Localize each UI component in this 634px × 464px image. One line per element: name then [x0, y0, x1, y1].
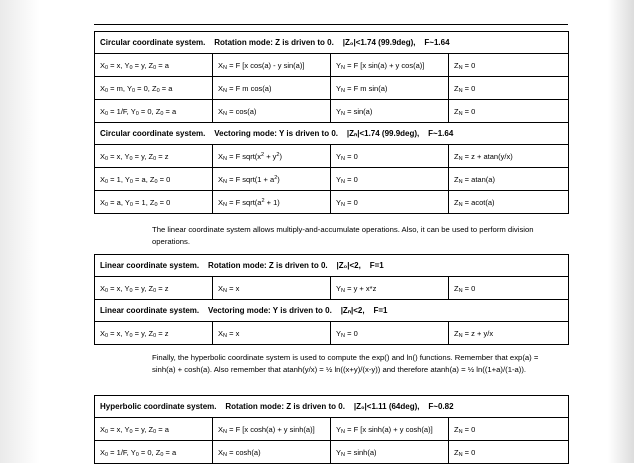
document-page [94, 0, 568, 463]
circular-coordinate-table [94, 31, 569, 214]
table-row [95, 145, 569, 168]
mode-label: Vectoring mode: Y is driven to 0. [208, 306, 332, 315]
yn-result-cell: $Y_N = \sinh(a)$ [331, 441, 449, 464]
yn-result-cell: $Y_N = y + x*z$ [331, 277, 449, 300]
yn-result-cell: $Y_N = 0$ [331, 168, 449, 191]
zn-result-cell: $Z_N = 0$ [449, 418, 569, 441]
linear-intro-paragraph: The linear coordinate system allows multiply-and-accumulate operations. Also, it can be used to perform division operations. [152, 225, 534, 246]
yn-result-cell: $Y_N = 0$ [331, 322, 449, 345]
section-title: Circular coordinate system. [100, 129, 206, 138]
gain-value: F~0.82 [428, 402, 454, 411]
table-row [95, 54, 569, 77]
xn-result-cell: $X_N = F$ $sqrt(a^2 + 1)$ [213, 191, 331, 214]
xn-result-cell: $X_N = \cos(a)$ [213, 100, 331, 123]
convergence-condition: |Zₙ|<1.74 (99.9deg), [346, 129, 420, 138]
mode-label: Vectoring mode: Y is driven to 0. [214, 129, 339, 138]
convergence-condition: |Z₀|<1.74 (99.9deg), [342, 38, 416, 47]
initial-values-cell: $X_0 = x$, $Y_0 = y$, $Z_0 = a$ [95, 54, 213, 77]
zn-result-cell: $Z_N = 0$ [449, 54, 569, 77]
section-title: Hyperbolic coordinate system. [100, 402, 217, 411]
gain-value: F~1.64 [424, 38, 450, 47]
zn-result-cell: $Z_N = 0$ [449, 441, 569, 464]
zn-result-cell: $Z_N = z + y/x$ [449, 322, 569, 345]
table-row [95, 77, 569, 100]
xn-result-cell: $X_N = x$ [213, 277, 331, 300]
yn-result-cell: $Y_N = 0$ [331, 191, 449, 214]
mode-label: Rotation mode: Z is driven to 0. [208, 261, 328, 270]
xn-result-cell: $X_N = F$ sqrt(1 + $a^2$) [213, 168, 331, 191]
xn-result-cell: $X_N = F$ [x cosh(a) + y sinh(a)] [213, 418, 331, 441]
convergence-condition: |Z₀|<1.11 (64deg), [353, 402, 420, 411]
table-row [95, 168, 569, 191]
circular-vectoring-header-row [95, 123, 569, 145]
xn-result-cell: $X_N = F$ [x cos(a) - y sin(a)] [213, 54, 331, 77]
linear-coordinate-table [94, 254, 569, 345]
circular-vectoring-header [95, 123, 569, 145]
linear-vectoring-header-row [95, 300, 569, 322]
zn-result-cell: $Z_N = atan(a)$ [449, 168, 569, 191]
hyperbolic-rotation-header [95, 396, 569, 418]
xn-result-cell: $X_N = F$ $sqrt(x^2 + y^2)$ [213, 145, 331, 168]
zn-result-cell: $Z_N = acot(a)$ [449, 191, 569, 214]
viewer-right-shadow [608, 0, 634, 463]
yn-result-cell: $Y_N = \sin(a)$ [331, 100, 449, 123]
convergence-condition: |Zₙ|<2, [340, 306, 365, 315]
xn-result-cell: $X_N = \cosh(a)$ [213, 441, 331, 464]
yn-result-cell: $Y_N = 0$ [331, 145, 449, 168]
yn-result-cell: $Y_N = F$ [x sinh(a) + y cosh(a)] [331, 418, 449, 441]
yn-result-cell: $Y_N = F$ [x sin(a) + y cos(a)] [331, 54, 449, 77]
linear-rotation-header [95, 255, 569, 277]
gain-value: F=1 [373, 306, 388, 315]
section-title: Linear coordinate system. [100, 261, 200, 270]
yn-result-cell: $Y_N = F$ m sin(a) [331, 77, 449, 100]
page-top-rule [94, 24, 568, 25]
initial-values-cell: $X_0 = a$, $Y_0 = 1$, $Z_0 = 0$ [95, 191, 213, 214]
initial-values-cell: $X_0 = 1/F$, $Y_0 = 0$, $Z_0 = a$ [95, 441, 213, 464]
circular-rotation-header [95, 32, 569, 54]
gain-value: F=1 [369, 261, 384, 270]
mode-label: Rotation mode: Z is driven to 0. [225, 402, 345, 411]
zn-result-cell: $Z_N = 0$ [449, 100, 569, 123]
zn-result-cell: $Z_N = 0$ [449, 277, 569, 300]
section-title: Circular coordinate system. [100, 38, 206, 47]
mode-label: Rotation mode: Z is driven to 0. [214, 38, 334, 47]
table-row [95, 441, 569, 464]
table-row [95, 191, 569, 214]
initial-values-cell: $X_0 = x$, $Y_0 = y$, $Z_0 = z$ [95, 322, 213, 345]
xn-result-cell: $X_N = x$ [213, 322, 331, 345]
viewer-left-shadow [0, 0, 40, 463]
table-row [95, 277, 569, 300]
convergence-condition: |Z₀|<2, [336, 261, 361, 270]
zn-result-cell: $Z_N = 0$ [449, 77, 569, 100]
initial-values-cell: $X_0 = x$, $Y_0 = y$, $Z_0 = z$ [95, 145, 213, 168]
linear-rotation-header-row [95, 255, 569, 277]
section-title: Linear coordinate system. [100, 306, 200, 315]
zn-result-cell: $Z_N = z + atan(y/x)$ [449, 145, 569, 168]
table-row [95, 100, 569, 123]
initial-values-cell: $X_0 = x$, $Y_0 = y$, $Z_0 = z$ [95, 277, 213, 300]
initial-values-cell: $X_0 = 1$, $Y_0 = a$, $Z_0 = 0$ [95, 168, 213, 191]
gain-value: F~1.64 [428, 129, 454, 138]
initial-values-cell: $X_0 = x$, $Y_0 = y$, $Z_0 = a$ [95, 418, 213, 441]
initial-values-cell: $X_0 = m$, $Y_0 = 0$, $Z_0 = a$ [95, 77, 213, 100]
table-row [95, 418, 569, 441]
hyperbolic-coordinate-table [94, 395, 569, 464]
table-row [95, 322, 569, 345]
xn-result-cell: $X_N = F$ m cos(a) [213, 77, 331, 100]
initial-values-cell: $X_0 = 1/F$, $Y_0 = 0$, $Z_0 = a$ [95, 100, 213, 123]
hyperbolic-intro-paragraph: Finally, the hyperbolic coordinate system is used to compute the exp() and ln() functions. Remember that exp(a) = sinh(a) + cosh(a). Also remember that atanh(y/x) = ½ ln((x+y)/(x-y)) and therefore atanh(a) = ½ ln((1+a)/(1-a)). [152, 353, 539, 374]
hyperbolic-rotation-header-row [95, 396, 569, 418]
circular-rotation-header-row [95, 32, 569, 54]
linear-vectoring-header [95, 300, 569, 322]
